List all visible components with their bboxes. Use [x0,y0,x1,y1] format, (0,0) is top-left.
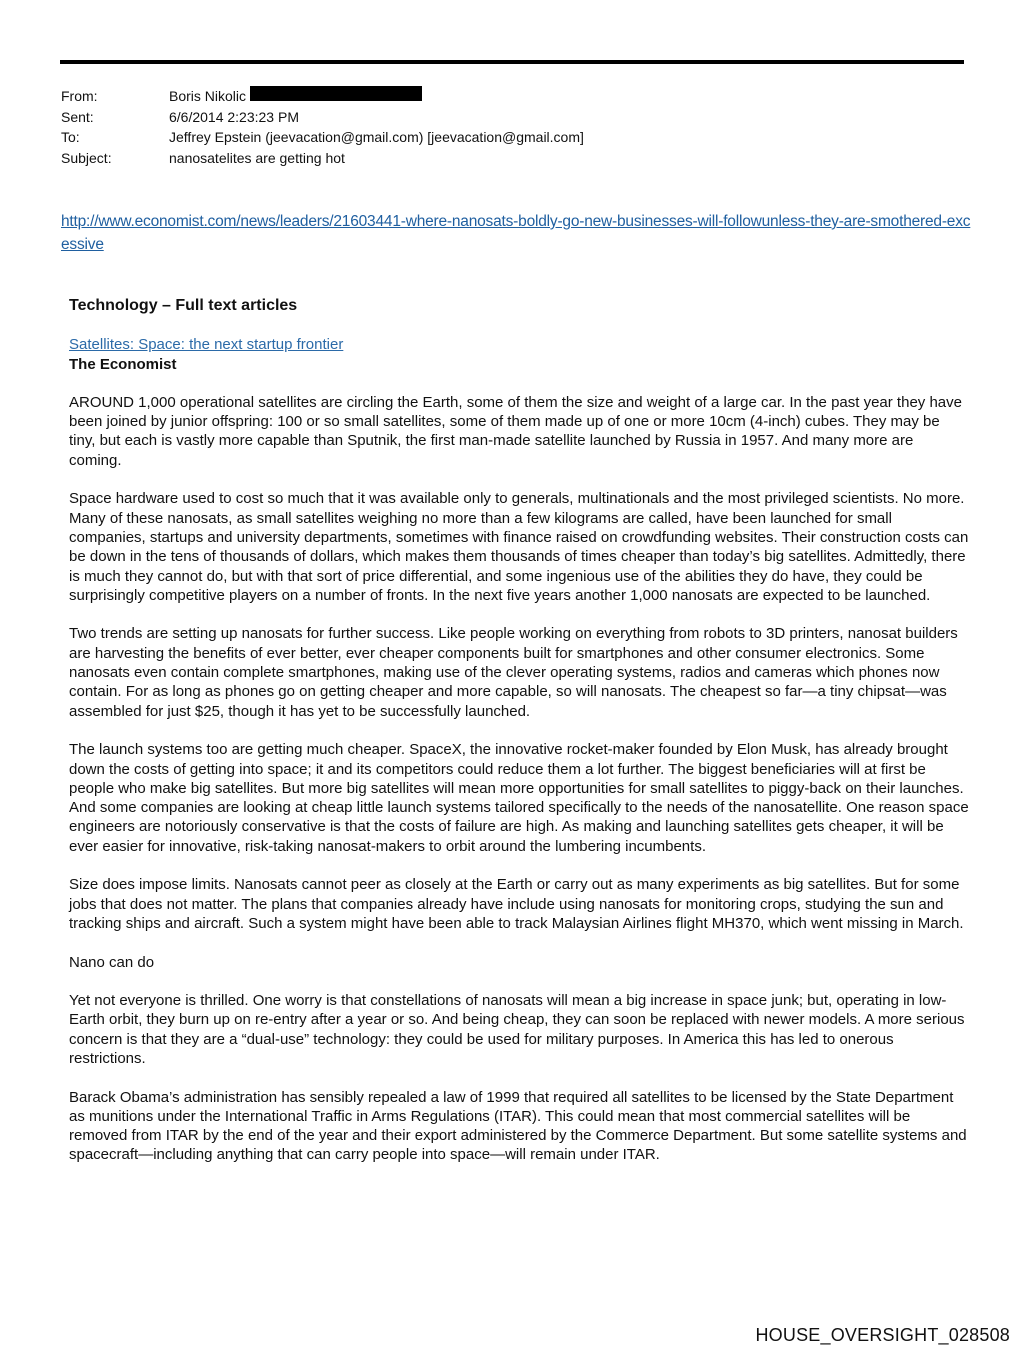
to-value: Jeffrey Epstein (jeevacation@gmail.com) [jeevacation@gmail.com] [169,129,584,145]
paragraph: Size does impose limits. Nanosats cannot peer as closely at the Earth or carry out as many experiments as big satellites. But for some jobs that does not matter. The plans that companies already have include using nanosats for monitoring crops, studying the sun and tracking ships and aircraft. Such a system might have been able to track Malaysian Airlines flight MH370, which went missing in March. [69,876,964,932]
from-label: From: [61,88,98,104]
subject-value: nanosatelites are getting hot [169,149,345,166]
to-row [61,127,584,148]
paragraph: Barack Obama’s administration has sensibly repealed a law of 1999 that required all satellites to be licensed by the State Department as munitions under the International Traffic in Arms Regulations (ITAR). This could mean that most commercial satellites will be removed from ITAR by the end of the year and their export administered by the Commerce Department. But some satellite systems and spacecraft—including anything that can carry people into space—will remain under ITAR. [69,1088,967,1164]
economist-link[interactable]: http://www.economist.com/news/leaders/21603441-where-nanosats-boldly-go-new-businesses-will-followunless-they-are-smothered-excessive [61,213,971,253]
header-rule [60,60,964,64]
bates-number: HOUSE_OVERSIGHT_028508 [755,1325,1010,1345]
section-title: Technology – Full text articles [69,297,298,314]
email-header [61,86,584,168]
sent-value: 6/6/2014 2:23:23 PM [169,108,299,125]
sent-row [61,107,584,128]
subheading: Nano can do [69,953,155,971]
redaction-box [250,86,422,101]
article-headline-link[interactable]: Satellites: Space: the next startup frontier [69,336,344,354]
article-body [69,296,969,1184]
paragraph: AROUND 1,000 operational satellites are circling the Earth, some of them the size and weight of a large car. In the past year they have been joined by junior offspring: 100 or so small satellites, some of them made up of one or more 10cm (4-inch) cubes. They may be tiny, but each is vastly more capable than Sputnik, the first man-made satellite launched by Russia in 1957. And many more are coming. [69,393,962,469]
subject-label: Subject: [61,149,112,166]
subject-row [61,148,584,169]
sent-label: Sent: [61,108,94,125]
from-value: Boris Nikolic [169,88,247,104]
paragraph: Two trends are setting up nanosats for further success. Like people working on everything from robots to 3D printers, nanosat builders are harvesting the benefits of ever better, ever cheaper components built for smartphones and other consumer electronics. Some nanosats even contain complete smartphones, making use of the clever operating systems, radios and cameras which phones now contain. For as long as phones go on getting cheaper and more capable, so will nanosats. The cheapest so far—a tiny chipsat—was assembled for just $25, though it has yet to be successfully launched. [69,625,958,720]
paragraph: Yet not everyone is thrilled. One worry is that constellations of nanosats will mean a big increase in space junk; but, operating in low-Earth orbit, they burn up on re-entry after a year or so. And being cheap, they can soon be replaced with newer models. A more serious concern is that they are a “dual-use” technology: they could be used for military purposes. In America this has led to onerous restrictions. [69,992,965,1067]
from-row [61,86,584,107]
paragraph: The launch systems too are getting much cheaper. SpaceX, the innovative rocket-maker founded by Elon Musk, has already brought down the costs of getting into space; it and its competitors could reduce them a lot further. The biggest beneficiaries will at first be people who make big satellites. But more big satellites will mean more opportunities for small satellites to piggy-back on their launches. And some companies are looking at cheap little launch systems tailored specifically to the needs of the nanosatellite. One reason space engineers are notoriously conservative is that the costs of failure are high. As making and launching satellites gets cheaper, it will be ever easier for innovative, risk-taking nanosat-makers to orbit around the lumbering incumbents. [69,741,969,855]
to-label: To: [61,129,80,145]
paragraph: Space hardware used to cost so much that it was available only to generals, multinationals and the most privileged scientists. No more. Many of these nanosats, as small satellites weighing no more than a few kilograms are called, have been launched for small companies, startups and university departments, sometimes with finance raised on crowdfunding websites. Their construction costs can be down in the tens of thousands of dollars, which makes them thousands of times cheaper than today’s big satellites. Admittedly, there is much they cannot do, but with that sort of price differential, and some ingenious use of the abilities they do have, they could be surprisingly competitive players on a number of fronts. In the next five years another 1,000 nanosats are expected to be launched. [69,490,969,604]
article-source: The Economist [69,355,177,373]
